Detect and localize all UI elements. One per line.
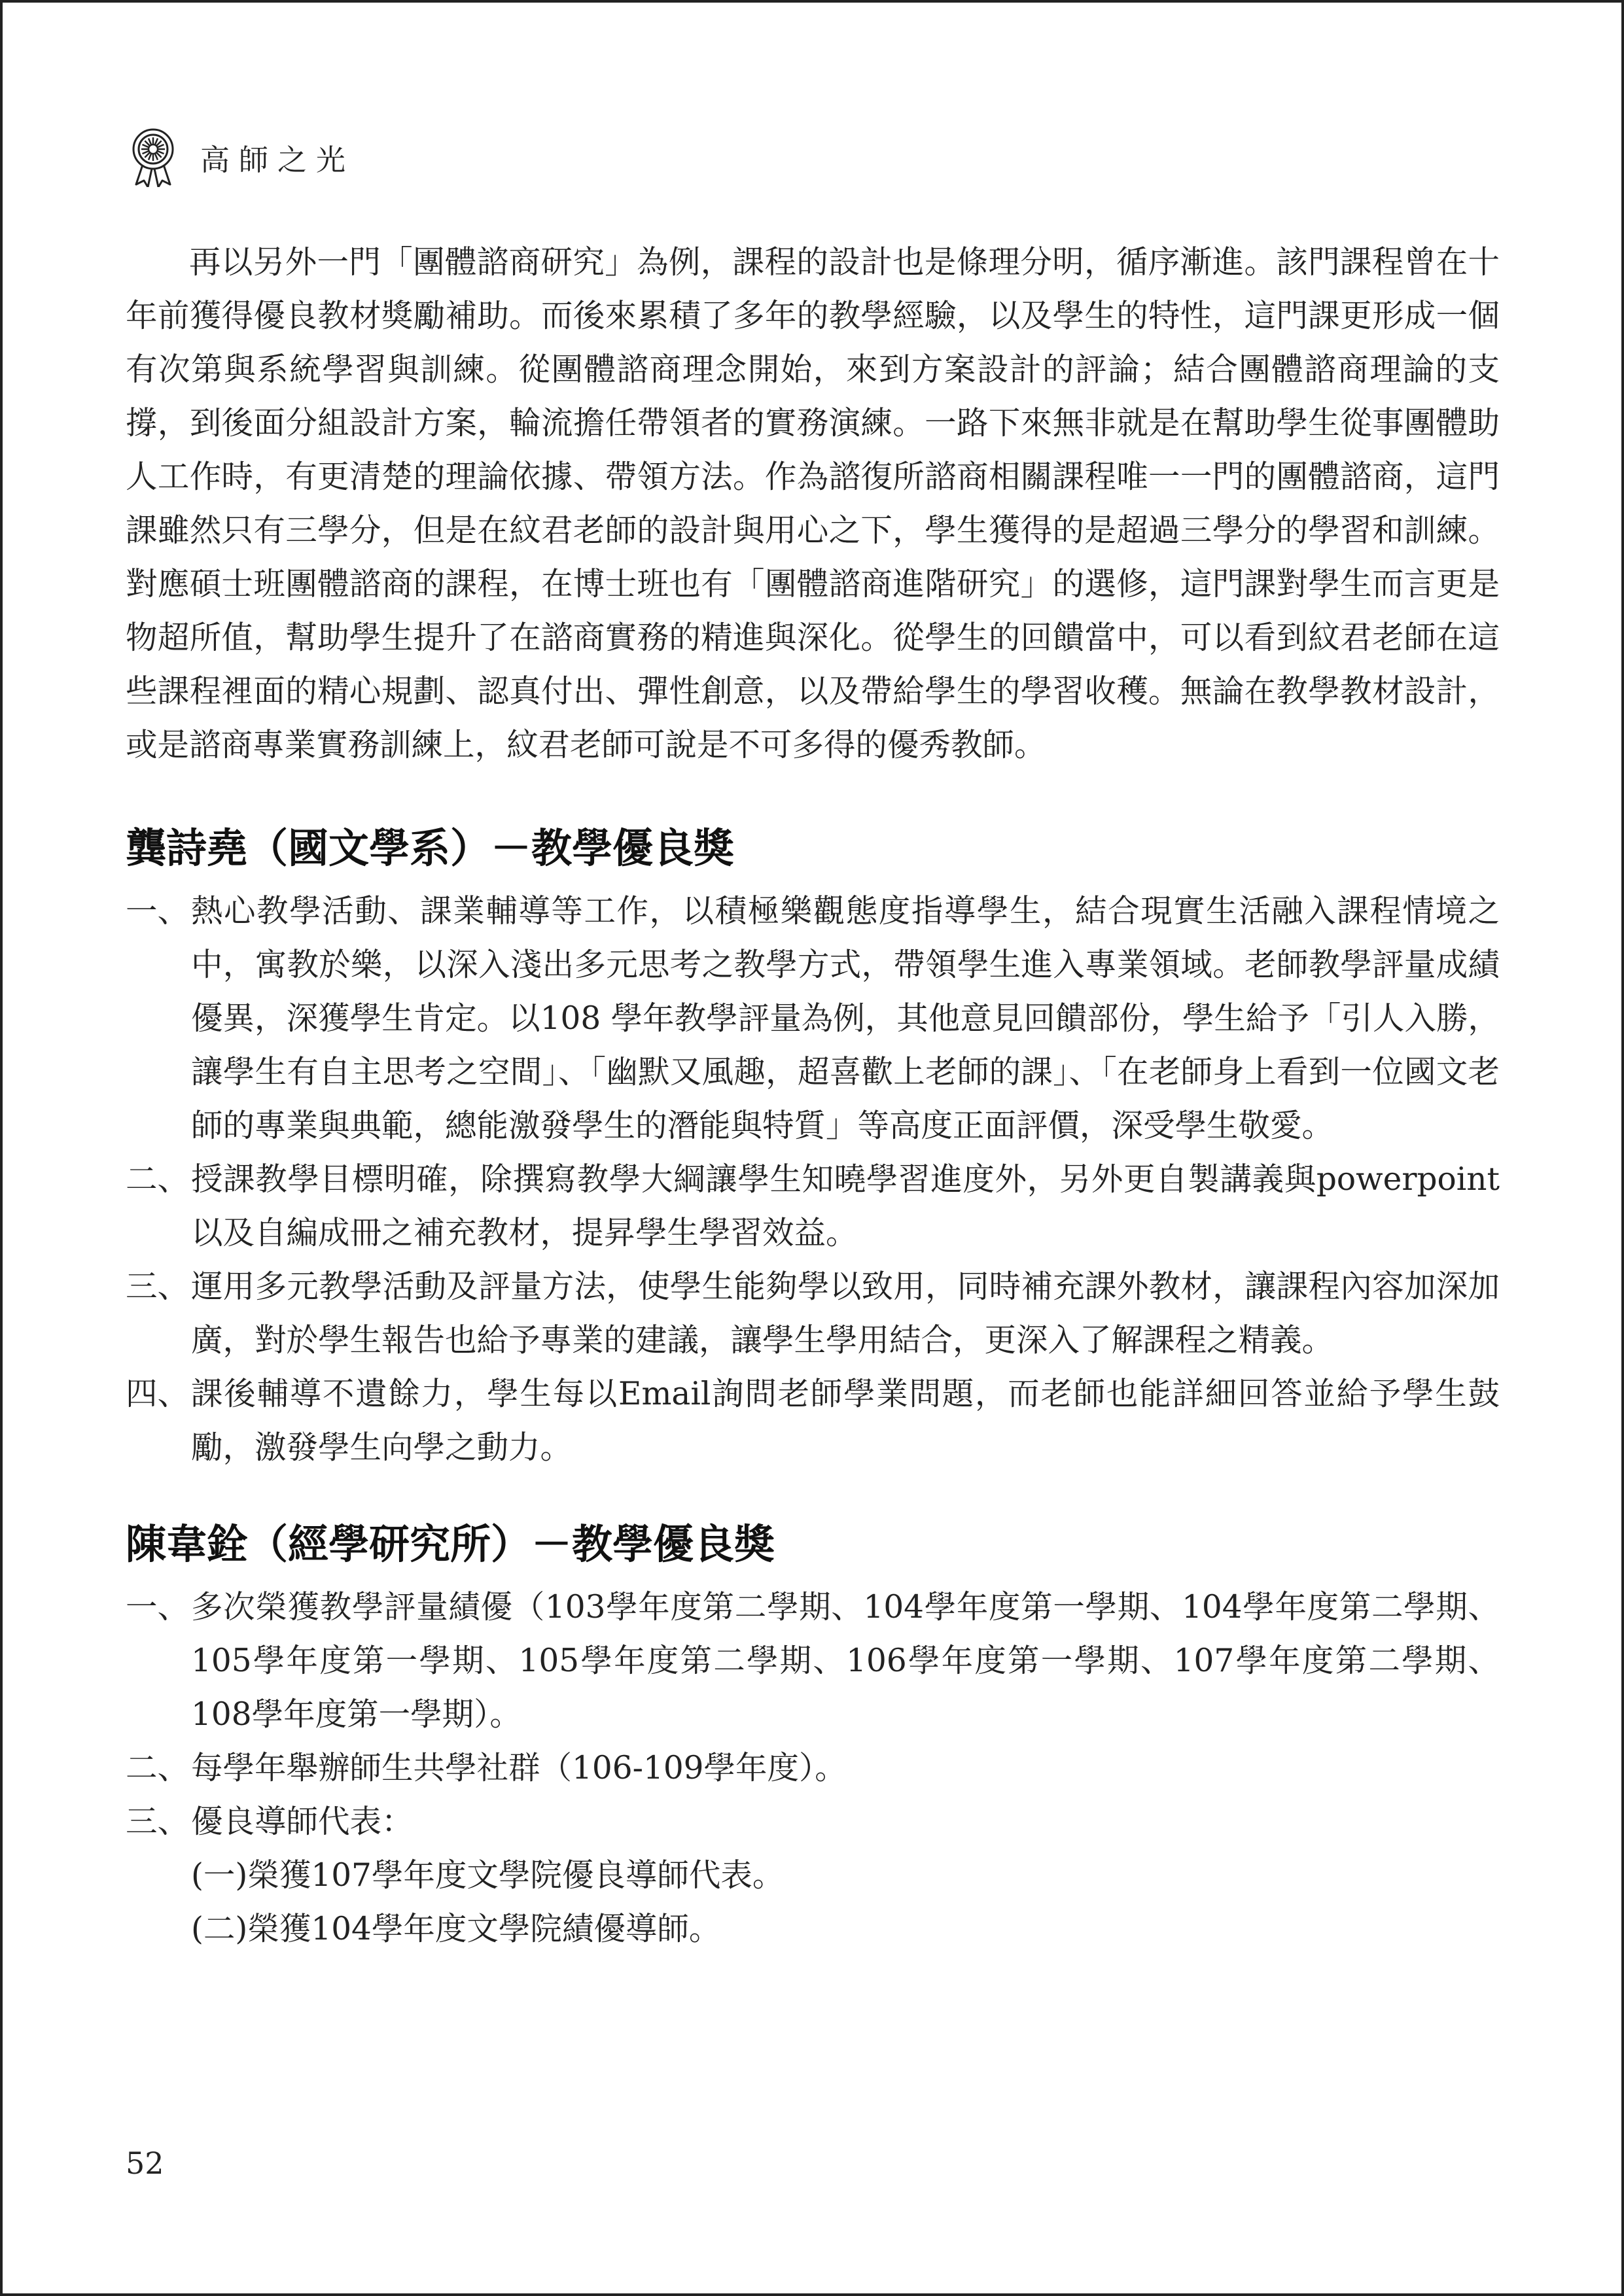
- list-item-text: 運用多元教學活動及評量方法，使學生能夠學以致用，同時補充課外教材，讓課程內容加深加廣，對於學生報告也給予專業的建議，讓學生學用結合，更深入了解課程之精義。: [191, 1268, 1500, 1359]
- page-content: [126, 235, 1500, 1956]
- list-item-text: 每學年舉辦師生共學社群（106-109學年度）。: [191, 1750, 847, 1786]
- header-title: 高師之光: [200, 142, 355, 177]
- list-item: [126, 884, 1500, 1153]
- list-item: [126, 1795, 1500, 1849]
- list-item-text: 多次榮獲教學評量績優（103學年度第二學期、104學年度第一學期、104學年度第二學期、105學年度第一學期、105學年度第二學期、106學年度第一學期、107學年度第二學期、108學年度第一學期）。: [191, 1589, 1500, 1733]
- list-item-number: 三、: [126, 1803, 190, 1840]
- list-item-number: 四、: [126, 1376, 190, 1412]
- list-item: [126, 1367, 1500, 1474]
- sub-list-item: (二)榮獲104學年度文學院績優導師。: [191, 1911, 721, 1947]
- list-item: [126, 1260, 1500, 1367]
- list-item: [126, 1741, 1500, 1795]
- list-item-number: 一、: [126, 893, 190, 930]
- list-item-text: 授課教學目標明確，除撰寫教學大綱讓學生知曉學習進度外，另外更自製講義與powerpoint以及自編成冊之補充教材，提昇學生學習效益。: [191, 1161, 1500, 1251]
- page-header: [128, 124, 355, 190]
- list-item-number: 三、: [126, 1268, 190, 1305]
- intro-paragraph: 再以另外一門「團體諮商研究」為例，課程的設計也是條理分明，循序漸進。該門課程曾在十年前獲得優良教材獎勵補助。而後來累積了多年的教學經驗，以及學生的特性，這門課更形成一個有次第與系統學習與訓練。從團體諮商理念開始，來到方案設計的評論；結合團體諮商理論的支撐，到後面分組設計方案，輪流擔任帶領者的實務演練。一路下來無非就是在幫助學生從事團體助人工作時，有更清楚的理論依據、帶領方法。作為諮復所諮商相關課程唯一一門的團體諮商，這門課雖然只有三學分，但是在紋君老師的設計與用心之下，學生獲得的是超過三學分的學習和訓練。對應碩士班團體諮商的課程，在博士班也有「團體諮商進階研究」的選修，這門課對學生而言更是物超所值，幫助學生提升了在諮商實務的精進與深化。從學生的回饋當中，可以看到紋君老師在這些課程裡面的精心規劃、認真付出、彈性創意，以及帶給學生的學習收穫。無論在教學教材設計，或是諮商專業實務訓練上，紋君老師可說是不可多得的優秀教師。: [126, 244, 1500, 763]
- sub-list-item: (一)榮獲107學年度文學院優良導師代表。: [191, 1857, 785, 1894]
- rosette-badge-icon: [128, 127, 178, 187]
- list-item-number: 一、: [126, 1589, 190, 1626]
- list-item-number: 二、: [126, 1750, 190, 1786]
- section-title-gong: 龔詩堯（國文學系）－教學優良獎: [126, 824, 735, 872]
- list-item-text: 優良導師代表：: [191, 1803, 414, 1840]
- list-item: [126, 1153, 1500, 1260]
- section-gong-list: [126, 884, 1500, 1474]
- list-item: [126, 1580, 1500, 1741]
- list-item-number: 二、: [126, 1161, 190, 1198]
- section-title-chen: 陳韋銓（經學研究所）－教學優良獎: [126, 1520, 775, 1568]
- list-item-text: 熱心教學活動、課業輔導等工作，以積極樂觀態度指導學生，結合現實生活融入課程情境之中，寓教於樂，以深入淺出多元思考之教學方式，帶領學生進入專業領域。老師教學評量成績優異，深獲學生肯定。以108 學年教學評量為例，其他意見回饋部份，學生給予「引人入勝，讓學生有自主思考之空間」、「幽默又風趣，超喜歡上老師的課」、「在老師身上看到一位國文老師的專業與典範，總能激發學生的潛能與特質」等高度正面評價，深受學生敬愛。: [191, 893, 1500, 1144]
- page-number: 52: [126, 2146, 164, 2181]
- section-chen-list: [126, 1580, 1500, 1956]
- list-item-text: 課後輔導不遺餘力，學生每以Email詢問老師學業問題，而老師也能詳細回答並給予學生鼓勵，激發學生向學之動力。: [191, 1376, 1500, 1466]
